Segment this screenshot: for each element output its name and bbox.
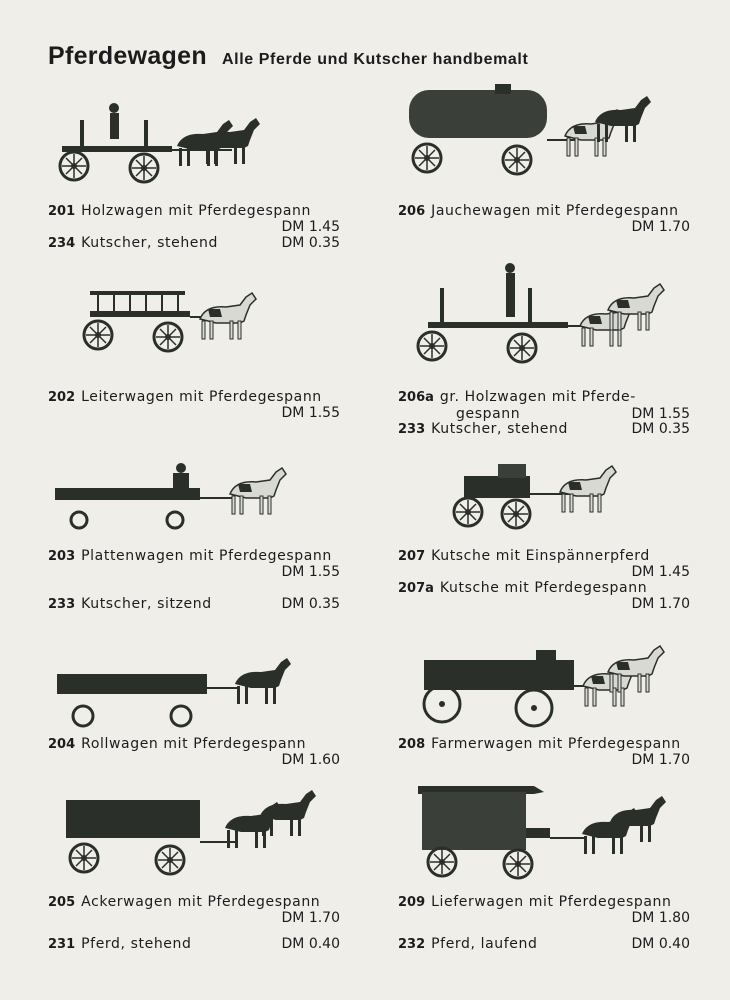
entry-209 — [398, 894, 690, 926]
entry-234 — [48, 235, 340, 252]
title-subtitle: Alle Pferde und Kutscher handbemalt — [222, 51, 529, 68]
entry-203-price: DM 1.55 — [281, 564, 340, 580]
entry-231-text: Pferd, stehend — [81, 936, 192, 952]
ackerwagen-illustration — [60, 778, 335, 880]
entry-205-number: 205 — [48, 895, 76, 910]
plattenwagen-illustration — [55, 458, 325, 540]
entry-234-price: DM 0.35 — [281, 235, 340, 251]
entry-203-number: 203 — [48, 549, 76, 564]
jauchewagen-illustration — [405, 78, 680, 186]
entry-232 — [398, 936, 690, 953]
entry-202-number: 202 — [48, 390, 76, 405]
entry-203-text: Plattenwagen mit Pferdegespann — [81, 548, 332, 564]
entry-206a-number: 206a — [398, 390, 434, 405]
kutsche-illustration — [450, 460, 650, 532]
entry-233s-number: 233 — [48, 597, 76, 612]
entry-208-text: Farmerwagen mit Pferdegespann — [431, 736, 681, 752]
entry-206-price: DM 1.70 — [631, 219, 690, 235]
entry-233st-text: Kutscher, stehend — [431, 421, 568, 437]
entry-209-price: DM 1.80 — [631, 910, 690, 926]
entry-209-number: 209 — [398, 895, 426, 910]
entry-206a-text: gr. Holzwagen mit Pferde- — [439, 389, 636, 405]
entry-208 — [398, 736, 690, 768]
page-title — [48, 42, 528, 71]
entry-207 — [398, 548, 690, 580]
entry-207-text: Kutsche mit Einspännerpferd — [431, 548, 650, 564]
entry-207a-text: Kutsche mit Pferdegespann — [439, 580, 648, 596]
entry-201 — [48, 203, 340, 235]
entry-206 — [398, 203, 690, 235]
entry-204-text: Rollwagen mit Pferdegespann — [81, 736, 307, 752]
entry-206a-price: DM 1.55 — [631, 406, 690, 422]
entry-207a-number: 207a — [398, 581, 434, 596]
entry-232-text: Pferd, laufend — [431, 936, 538, 952]
entry-205-price: DM 1.70 — [281, 910, 340, 926]
entry-205-text: Ackerwagen mit Pferdegespann — [81, 894, 321, 910]
entry-206a — [398, 389, 690, 423]
entry-202 — [48, 389, 340, 421]
entry-231 — [48, 936, 340, 953]
entry-207a-price: DM 1.70 — [631, 596, 690, 612]
entry-233s-price: DM 0.35 — [281, 596, 340, 612]
entry-233st-number: 233 — [398, 422, 426, 437]
entry-232-number: 232 — [398, 937, 426, 952]
leiterwagen-illustration — [80, 283, 295, 363]
entry-203 — [48, 548, 340, 580]
entry-208-number: 208 — [398, 737, 426, 752]
entry-206a-continuation: gespann — [456, 406, 521, 422]
entry-206-number: 206 — [398, 204, 426, 219]
entry-205 — [48, 894, 340, 926]
entry-232-price: DM 0.40 — [631, 936, 690, 952]
entry-206-text: Jauchewagen mit Pferdegespann — [431, 203, 679, 219]
entry-204 — [48, 736, 340, 768]
entry-233-sitzend — [48, 596, 340, 613]
gr-holzwagen-illustration — [410, 260, 685, 372]
entry-201-price: DM 1.45 — [281, 219, 340, 235]
lieferwagen-illustration — [412, 780, 687, 882]
entry-207-price: DM 1.45 — [631, 564, 690, 580]
entry-233s-text: Kutscher, sitzend — [81, 596, 212, 612]
holzwagen-illustration — [52, 98, 272, 190]
entry-204-price: DM 1.60 — [281, 752, 340, 768]
entry-234-number: 234 — [48, 236, 76, 251]
entry-231-price: DM 0.40 — [281, 936, 340, 952]
rollwagen-illustration — [55, 652, 325, 734]
entry-201-text: Holzwagen mit Pferdegespann — [81, 203, 311, 219]
farmerwagen-illustration — [418, 628, 688, 730]
entry-202-price: DM 1.55 — [281, 405, 340, 421]
entry-234-text: Kutscher, stehend — [81, 235, 218, 251]
entry-204-number: 204 — [48, 737, 76, 752]
entry-207a — [398, 580, 690, 612]
entry-233-stehend — [398, 421, 690, 438]
entry-207-number: 207 — [398, 549, 426, 564]
entry-231-number: 231 — [48, 937, 76, 952]
entry-202-text: Leiterwagen mit Pferdegespann — [81, 389, 322, 405]
entry-201-number: 201 — [48, 204, 76, 219]
entry-233st-price: DM 0.35 — [631, 421, 690, 437]
entry-208-price: DM 1.70 — [631, 752, 690, 768]
entry-209-text: Lieferwagen mit Pferdegespann — [431, 894, 672, 910]
title-main: Pferdewagen — [48, 42, 207, 70]
